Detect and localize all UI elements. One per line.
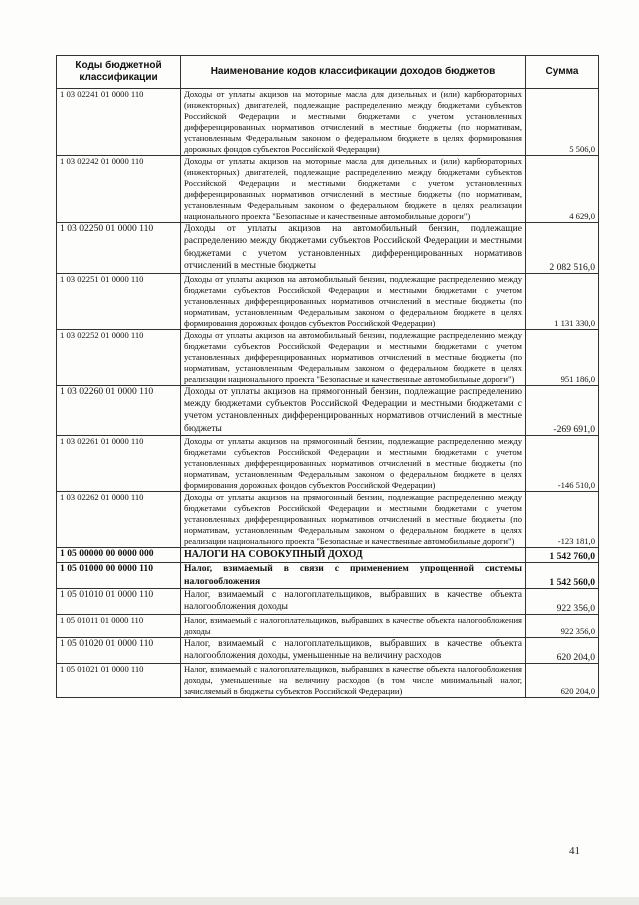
row-code: 1 03 02262 01 0000 110 xyxy=(57,492,181,548)
table-row xyxy=(57,385,599,436)
row-name: Доходы от уплаты акцизов на прямогонный бензин, подлежащие распределению между бюджетами субъектов Российской Федерации и местными бюджетами с учетом установленных дифференцированных нормативов отчислений в местные бюджеты (по нормативам, установленным Федеральным законом о федеральном бюджете в целях формирования дорожных фондов субъектов Российской Федерации) xyxy=(181,436,526,492)
row-code: 1 05 01021 01 0000 110 xyxy=(57,663,181,697)
table-row-section xyxy=(57,548,599,563)
row-name: Доходы от уплаты акцизов на моторные масла для дизельных и (или) карбюраторных (инжекторных) двигателей, подлежащие распределению между бюджетами субъектов Российской Федерации и местными бюджетами с учетом установленных дифференцированных нормативов отчислений в местные бюджеты (по нормативам, установленным Федеральным законом о федеральном бюджете в целях формирования дорожных фондов субъектов Российской Федерации) xyxy=(181,89,526,156)
row-amount: 620 204,0 xyxy=(526,637,599,663)
row-code: 1 05 01011 01 0000 110 xyxy=(57,614,181,637)
header-sum: Сумма xyxy=(526,56,599,89)
header-name: Наименование кодов классификации доходов бюджетов xyxy=(181,56,526,89)
budget-table xyxy=(56,55,599,698)
table-row xyxy=(57,329,599,385)
row-amount: 620 204,0 xyxy=(526,663,599,697)
table-row xyxy=(57,589,599,615)
row-amount: 1 131 330,0 xyxy=(526,273,599,329)
table-row xyxy=(57,492,599,548)
row-amount: -269 691,0 xyxy=(526,385,599,436)
row-code: 1 03 02241 01 0000 110 xyxy=(57,89,181,156)
row-code: 1 05 00000 00 0000 000 xyxy=(57,548,181,563)
row-name: Налог, взимаемый с налогоплательщиков, выбравших в качестве объекта налогообложения доходы, уменьшенные на величину расходов (в том числе минимальный налог, зачисляемый в бюджеты субъектов Российской Федерации) xyxy=(181,663,526,697)
row-amount: -123 181,0 xyxy=(526,492,599,548)
table-header-row xyxy=(57,56,599,89)
row-name: Налог, взимаемый с налогоплательщиков, выбравших в качестве объекта налогообложения доходы xyxy=(181,614,526,637)
table-row xyxy=(57,663,599,697)
table-row xyxy=(57,156,599,223)
table-row-subsection xyxy=(57,563,599,589)
row-amount: 951 186,0 xyxy=(526,329,599,385)
row-code: 1 03 02242 01 0000 110 xyxy=(57,156,181,223)
header-codes: Коды бюджетной классификации xyxy=(57,56,181,89)
row-amount: 922 356,0 xyxy=(526,614,599,637)
row-code: 1 05 01000 00 0000 110 xyxy=(57,563,181,589)
row-name: Доходы от уплаты акцизов на автомобильный бензин, подлежащие распределению между бюджетами субъектов Российской Федерации и местными бюджетами с учетом установленных дифференцированных нормативов отчислений в местные бюджеты (по нормативам, установленным Федеральным законом о федеральном бюджете в целях формирования дорожных фондов субъектов Российской Федерации) xyxy=(181,273,526,329)
row-code: 1 05 01020 01 0000 110 xyxy=(57,637,181,663)
row-name: Доходы от уплаты акцизов на автомобильный бензин, подлежащие распределению между бюджетами субъектов Российской Федерации и местными бюджетами с учетом установленных дифференцированных нормативов отчислений в местные бюджеты xyxy=(181,223,526,274)
scan-bottom-edge xyxy=(0,897,639,905)
row-name: НАЛОГИ НА СОВОКУПНЫЙ ДОХОД xyxy=(181,548,526,563)
row-code: 1 05 01010 01 0000 110 xyxy=(57,589,181,615)
row-name: Налог, взимаемый в связи с применением упрощенной системы налогообложения xyxy=(181,563,526,589)
row-amount: 2 082 516,0 xyxy=(526,223,599,274)
row-code: 1 03 02250 01 0000 110 xyxy=(57,223,181,274)
row-amount: 5 506,0 xyxy=(526,89,599,156)
row-name: Доходы от уплаты акцизов на прямогонный бензин, подлежащие распределению между бюджетами субъектов Российской Федерации и местными бюджетами с учетом установленных дифференцированных нормативов отчислений в местные бюджеты (по нормативам, установленным Федеральным законом о федеральном бюджете в целях реализации национального проекта "Безопасные и качественные автомобильные дороги") xyxy=(181,492,526,548)
row-amount: 1 542 760,0 xyxy=(526,548,599,563)
row-code: 1 03 02252 01 0000 110 xyxy=(57,329,181,385)
row-amount: -146 510,0 xyxy=(526,436,599,492)
row-amount: 922 356,0 xyxy=(526,589,599,615)
table-row xyxy=(57,89,599,156)
row-name: Налог, взимаемый с налогоплательщиков, выбравших в качестве объекта налогообложения доходы, уменьшенные на величину расходов xyxy=(181,637,526,663)
page-number: 41 xyxy=(569,845,580,857)
table-row xyxy=(57,614,599,637)
row-name: Доходы от уплаты акцизов на прямогонный бензин, подлежащие распределению между бюджетами субъектов Российской Федерации и местными бюджетами с учетом установленных дифференцированных нормативов отчислений в местные бюджеты xyxy=(181,385,526,436)
row-amount: 1 542 560,0 xyxy=(526,563,599,589)
table-row xyxy=(57,223,599,274)
table-row xyxy=(57,637,599,663)
row-name: Доходы от уплаты акцизов на автомобильный бензин, подлежащие распределению между бюджетами субъектов Российской Федерации и местными бюджетами с учетом установленных дифференцированных нормативов отчислений в местные бюджеты (по нормативам, установленным Федеральным законом о федеральном бюджете в целях реализации национального проекта "Безопасные и качественные автомобильные дороги") xyxy=(181,329,526,385)
row-code: 1 03 02260 01 0000 110 xyxy=(57,385,181,436)
row-code: 1 03 02251 01 0000 110 xyxy=(57,273,181,329)
row-name: Налог, взимаемый с налогоплательщиков, выбравших в качестве объекта налогообложения доходы xyxy=(181,589,526,615)
table-row xyxy=(57,273,599,329)
row-name: Доходы от уплаты акцизов на моторные масла для дизельных и (или) карбюраторных (инжекторных) двигателей, подлежащие распределению между бюджетами субъектов Российской Федерации и местными бюджетами с учетом установленных дифференцированных нормативов отчислений в местные бюджеты (по нормативам, установленным Федеральным законом о федеральном бюджете в целях реализации национального проекта "Безопасные и качественные автомобильные дороги") xyxy=(181,156,526,223)
table-row xyxy=(57,436,599,492)
row-code: 1 03 02261 01 0000 110 xyxy=(57,436,181,492)
row-amount: 4 629,0 xyxy=(526,156,599,223)
